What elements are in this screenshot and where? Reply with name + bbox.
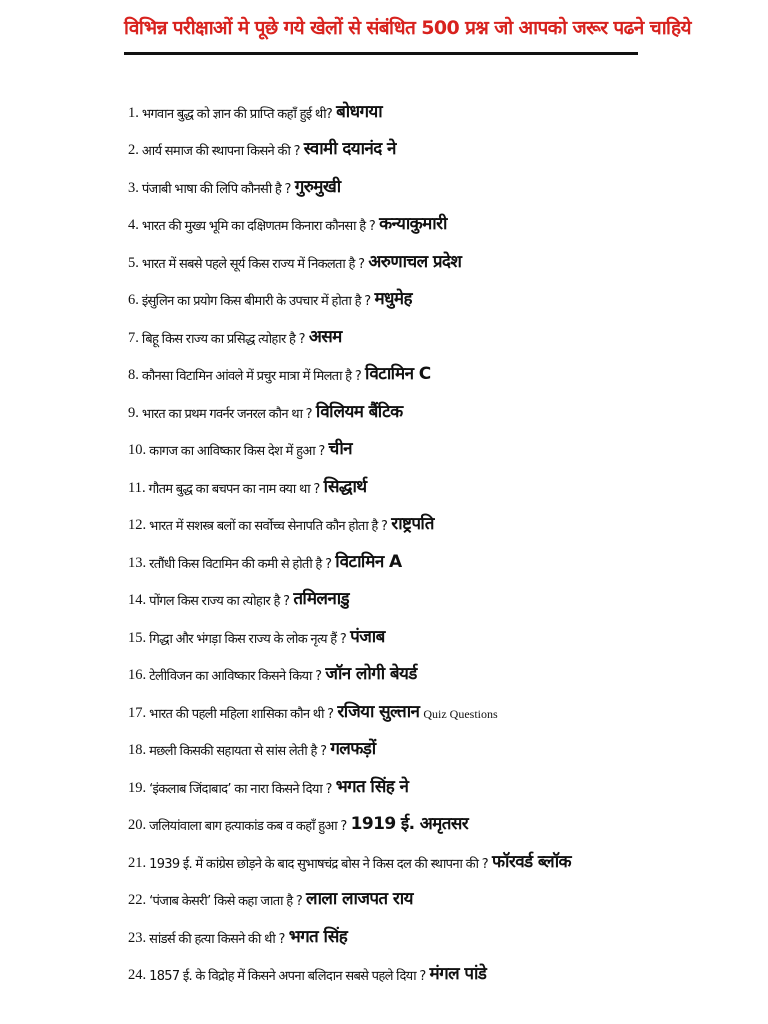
question-item <box>128 759 748 797</box>
question-text: कागज का आविष्कार किस देश में हुआ ? <box>149 444 325 459</box>
question-number: 14. <box>128 592 147 608</box>
answer-text: पंजाब <box>350 626 385 647</box>
question-text: पंजाबी भाषा की लिपि कौनसी है ? <box>141 181 291 197</box>
answer-text: गलफड़ों <box>330 739 376 759</box>
question-number: 5. <box>128 254 139 271</box>
question-number: 10. <box>128 442 147 458</box>
question-item <box>128 197 748 235</box>
question-item <box>128 309 748 347</box>
question-text: जलियांवाला बाग हत्याकांड कब व कहाँ हुआ ? <box>149 819 347 834</box>
question-number: 8. <box>128 367 139 383</box>
answer-text: सिद्धार्थ <box>323 476 367 497</box>
question-item <box>128 872 748 910</box>
question-item <box>128 947 748 985</box>
answer-text: विटामिन A <box>335 551 402 572</box>
question-text: इंसुलिन का प्रयोग किस बीमारी के उपचार में होता है ? <box>141 294 371 309</box>
question-item <box>128 609 748 647</box>
answer-text: मंगल पांडे <box>429 964 487 984</box>
question-text: ‘इंकलाब जिंदाबाद’ का नारा किसने दिया ? <box>149 781 332 797</box>
question-text: ‘पंजाब केसरी’ किसे कहा जाता है ? <box>149 894 303 909</box>
answer-text: विलियम बैंटिक <box>315 401 403 422</box>
question-text: मछली किसकी सहायता से सांस लेती है ? <box>149 744 327 759</box>
question-number: 3. <box>128 179 139 196</box>
question-text: आर्य समाज की स्थापना किसने की ? <box>141 144 300 159</box>
question-number: 17. <box>128 704 147 721</box>
question-text: भारत में सबसे पहले सूर्य किस राज्य में निकलता है ? <box>141 256 365 272</box>
question-item <box>128 534 748 572</box>
page-title: विभिन्न परीक्षाओं मे पूछे गये खेलों से संबंधित 500 प्रश्न जो आपको जरूर पढने चाहिये <box>124 17 691 39</box>
answer-text: भगत सिंह <box>288 926 348 947</box>
question-item <box>128 834 748 872</box>
question-number: 19. <box>128 779 147 796</box>
answer-text: गुरुमुखी <box>294 176 341 197</box>
question-text: भगवान बुद्ध को ज्ञान की प्राप्ति कहाँ हुई थी? <box>141 106 333 122</box>
question-item <box>128 497 748 535</box>
answer-text: बोधगया <box>336 101 383 122</box>
question-number: 20. <box>128 817 147 833</box>
answer-text: फॉरवर्ड ब्लॉक <box>491 851 571 872</box>
question-text: 1939 ई. में कांग्रेस छोड़ने के बाद सुभाषचंद्र बोस ने किस दल की स्थापना की ? <box>149 856 488 872</box>
question-number: 24. <box>128 967 147 983</box>
question-text: पोंगल किस राज्य का त्योहार है ? <box>149 594 290 609</box>
question-text: सांडर्स की हत्या किसने की थी ? <box>149 931 285 947</box>
answer-text: जॉन लोगी बेयर्ड <box>325 664 417 684</box>
question-text: टेलीविजन का आविष्कार किसने किया ? <box>149 669 322 684</box>
answer-text: रजिया सुल्तान <box>337 701 420 722</box>
answer-text: मधुमेह <box>374 289 412 309</box>
question-text: भारत में सशस्त्र बलों का सर्वोच्च सेनापति कौन होता है ? <box>149 519 388 534</box>
question-text: भारत की पहली महिला शासिका कौन थी ? <box>149 706 334 722</box>
question-text: भारत की मुख्य भूमि का दक्षिणतम किनारा कौनसा है ? <box>141 219 376 234</box>
question-item <box>128 722 748 760</box>
question-text: बिहू किस राज्य का प्रसिद्ध त्योहार है ? <box>141 331 305 347</box>
question-number: 11. <box>128 479 146 496</box>
answer-text: विटामिन C <box>365 364 431 384</box>
question-item <box>128 647 748 685</box>
question-number: 21. <box>128 854 147 871</box>
question-item <box>128 384 748 422</box>
answer-text: भगत सिंह ने <box>335 776 409 797</box>
answer-text: 1919 ई. अमृतसर <box>350 814 469 834</box>
question-number: 9. <box>128 404 139 421</box>
question-text: गिद्धा और भंगड़ा किस राज्य के लोक नृत्य हैं ? <box>149 631 347 647</box>
question-item <box>128 159 748 197</box>
question-number: 18. <box>128 742 147 758</box>
question-number: 2. <box>128 142 139 158</box>
answer-text: कन्याकुमारी <box>379 214 447 234</box>
question-number: 16. <box>128 667 147 683</box>
question-item <box>128 234 748 272</box>
question-text: रतौंधी किस विटामिन की कमी से होती है ? <box>149 556 332 572</box>
question-text: 1857 ई. के विद्रोह में किसने अपना बलिदान सबसे पहले दिया ? <box>149 969 426 984</box>
answer-text: स्वामी दयानंद ने <box>303 139 396 159</box>
question-item <box>128 459 748 497</box>
question-item <box>128 422 748 460</box>
answer-text: तमिलनाडु <box>293 589 350 609</box>
answer-text: अरुणाचल प्रदेश <box>368 251 462 272</box>
question-number: 12. <box>128 517 147 533</box>
question-item <box>128 797 748 835</box>
question-item <box>128 84 748 122</box>
answer-text: लाला लाजपत राय <box>306 889 413 909</box>
question-text: कौनसा विटामिन आंवले में प्रचुर मात्रा में मिलता है ? <box>141 369 362 384</box>
question-number: 15. <box>128 629 147 646</box>
watermark-note: Quiz Questions <box>423 706 498 721</box>
question-number: 13. <box>128 554 147 571</box>
answer-text: चीन <box>328 439 352 459</box>
question-number: 6. <box>128 292 139 308</box>
question-number: 23. <box>128 929 147 946</box>
question-item <box>128 122 748 160</box>
question-item <box>128 572 748 610</box>
question-item <box>128 272 748 310</box>
answer-text: राष्ट्रपति <box>391 514 434 534</box>
question-number: 7. <box>128 329 139 346</box>
answer-text: असम <box>308 326 342 347</box>
question-text: गौतम बुद्ध का बचपन का नाम क्या था ? <box>148 481 320 497</box>
title-underline <box>124 52 638 55</box>
question-list <box>128 84 748 984</box>
question-number: 1. <box>128 104 139 121</box>
question-item <box>128 347 748 385</box>
question-item <box>128 909 748 947</box>
question-text: भारत का प्रथम गवर्नर जनरल कौन था ? <box>141 406 312 422</box>
question-number: 4. <box>128 217 139 233</box>
question-item <box>128 684 748 722</box>
question-number: 22. <box>128 892 147 908</box>
